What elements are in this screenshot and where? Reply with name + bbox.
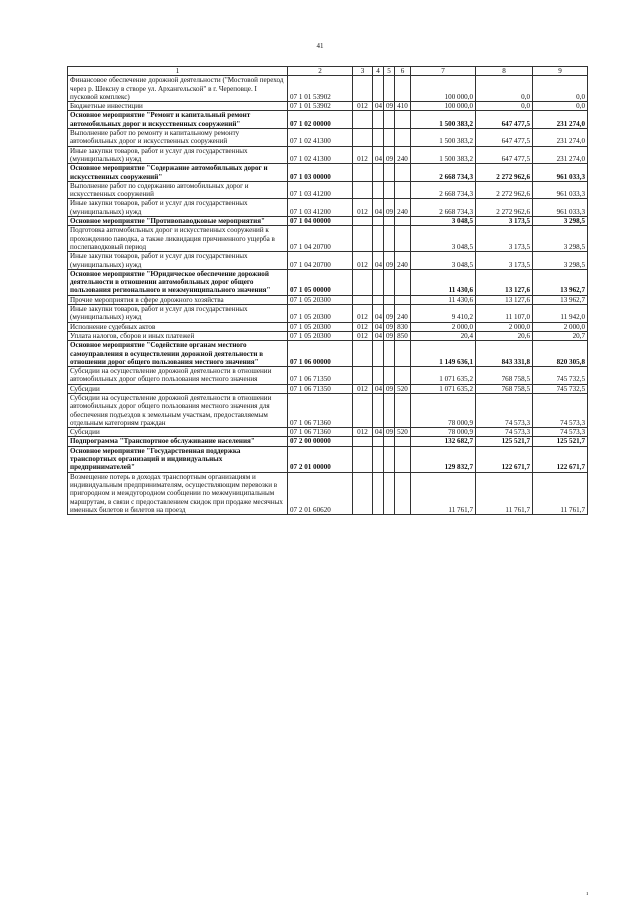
row-code: 07 1 04 20700: [288, 252, 353, 270]
row-value-year3: 122 671,7: [533, 446, 588, 472]
row-subsection: [384, 393, 395, 427]
row-subsection: [384, 446, 395, 472]
row-subsection: 09: [384, 146, 395, 164]
row-value-year1: 11 430,6: [411, 269, 476, 295]
row-code: 07 1 03 00000: [288, 164, 353, 182]
row-value-year2: 11 761,7: [476, 472, 533, 514]
row-subsection: [384, 129, 395, 147]
row-name: Основное мероприятие "Содержание автомобильных дорог и искусственных сооружений": [68, 164, 288, 182]
row-code: 07 1 02 00000: [288, 111, 353, 129]
row-section: [373, 295, 384, 304]
table-row: [68, 331, 588, 340]
row-code: 07 1 05 20300: [288, 322, 353, 331]
row-grbs: 012: [353, 199, 373, 217]
table-row: [68, 367, 588, 385]
row-value-year3: 231 274,0: [533, 111, 588, 129]
row-grbs: [353, 129, 373, 147]
row-expense-type: 520: [395, 428, 411, 437]
row-grbs: 012: [353, 305, 373, 323]
row-section: 04: [373, 102, 384, 111]
row-subsection: [384, 472, 395, 514]
row-value-year3: 745 732,5: [533, 367, 588, 385]
row-value-year1: 2 668 734,3: [411, 181, 476, 199]
column-header: 1: [68, 67, 288, 76]
row-section: [373, 76, 384, 102]
row-subsection: 09: [384, 102, 395, 111]
row-name: Прочие мероприятия в сфере дорожного хозяйства: [68, 295, 288, 304]
row-name: Основное мероприятие "Ремонт и капитальный ремонт автомобильных дорог и искусственных сооружений": [68, 111, 288, 129]
row-expense-type: 240: [395, 146, 411, 164]
row-code: 07 1 01 53902: [288, 76, 353, 102]
row-expense-type: 410: [395, 102, 411, 111]
row-value-year2: 647 477,5: [476, 129, 533, 147]
row-value-year3: 745 732,5: [533, 384, 588, 393]
row-grbs: [353, 269, 373, 295]
row-value-year2: 11 107,0: [476, 305, 533, 323]
header-row: [68, 67, 588, 76]
table-row: [68, 437, 588, 446]
column-header: 9: [533, 67, 588, 76]
row-expense-type: [395, 76, 411, 102]
row-section: [373, 269, 384, 295]
row-value-year2: 768 758,5: [476, 367, 533, 385]
row-name: Исполнение судебных актов: [68, 322, 288, 331]
row-subsection: 09: [384, 305, 395, 323]
table-row: [68, 252, 588, 270]
row-grbs: [353, 393, 373, 427]
page-number: 41: [316, 42, 324, 50]
row-expense-type: [395, 181, 411, 199]
row-subsection: 09: [384, 252, 395, 270]
row-value-year3: 3 298,5: [533, 252, 588, 270]
row-code: 07 1 06 71350: [288, 384, 353, 393]
row-name: Финансовое обеспечение дорожной деятельности ("Мостовой переход через р. Шексну в створе ул. Архангельской" в г. Череповце. I пусковой комплекс): [68, 76, 288, 102]
row-value-year2: 122 671,7: [476, 446, 533, 472]
row-section: [373, 111, 384, 129]
row-grbs: [353, 472, 373, 514]
row-section: 04: [373, 322, 384, 331]
row-value-year3: 20,7: [533, 331, 588, 340]
row-grbs: [353, 111, 373, 129]
row-section: [373, 446, 384, 472]
row-value-year1: 2 668 734,3: [411, 199, 476, 217]
row-value-year2: 3 173,5: [476, 226, 533, 252]
row-name: Возмещение потерь в доходах транспортным организациям и индивидуальным предпринимателям, осуществляющим перевозки в пригородном и междугородном сообщении по межмуниципальным маршрутам, в связи с предоставлением скидок при продаже месячных именных билетов и билетов на проезд: [68, 472, 288, 514]
row-subsection: [384, 226, 395, 252]
row-value-year3: 74 573,3: [533, 393, 588, 427]
table-row: [68, 146, 588, 164]
row-value-year3: 3 298,5: [533, 226, 588, 252]
row-section: [373, 181, 384, 199]
row-value-year2: 843 331,8: [476, 341, 533, 367]
row-value-year2: 647 477,5: [476, 111, 533, 129]
row-grbs: [353, 217, 373, 226]
table-row: [68, 428, 588, 437]
row-subsection: [384, 295, 395, 304]
row-expense-type: [395, 217, 411, 226]
row-name: Субсидии на осуществление дорожной деятельности в отношении автомобильных дорог общего пользования местного значения: [68, 367, 288, 385]
row-section: 04: [373, 428, 384, 437]
row-section: [373, 341, 384, 367]
table-row: [68, 217, 588, 226]
row-code: 07 1 06 71360: [288, 393, 353, 427]
row-value-year3: 125 521,7: [533, 437, 588, 446]
row-name: Подготовка автомобильных дорог и искусственных сооружений к прохождению паводка, а также ликвидация причиненного ущерба в послепаводковый период: [68, 226, 288, 252]
row-section: [373, 164, 384, 182]
row-expense-type: 240: [395, 252, 411, 270]
row-name: Подпрограмма "Транспортное обслуживание населения": [68, 437, 288, 446]
row-subsection: [384, 437, 395, 446]
row-grbs: [353, 181, 373, 199]
column-header: 4: [373, 67, 384, 76]
table-row: [68, 446, 588, 472]
row-section: 04: [373, 252, 384, 270]
row-name: Основное мероприятие "Противопаводковые мероприятия": [68, 217, 288, 226]
row-value-year1: 1 071 635,2: [411, 384, 476, 393]
row-expense-type: 850: [395, 331, 411, 340]
row-code: 07 1 02 41300: [288, 146, 353, 164]
row-value-year1: 1 500 383,2: [411, 111, 476, 129]
row-value-year3: 961 033,3: [533, 164, 588, 182]
row-grbs: [353, 164, 373, 182]
row-expense-type: [395, 472, 411, 514]
row-name: Иные закупки товаров, работ и услуг для государственных (муниципальных) нужд: [68, 199, 288, 217]
row-section: [373, 437, 384, 446]
row-value-year1: 129 832,7: [411, 446, 476, 472]
row-expense-type: [395, 367, 411, 385]
column-header: 8: [476, 67, 533, 76]
row-value-year2: 0,0: [476, 76, 533, 102]
row-grbs: [353, 437, 373, 446]
row-subsection: [384, 217, 395, 226]
row-subsection: 09: [384, 384, 395, 393]
row-code: 07 1 02 41300: [288, 129, 353, 147]
row-value-year1: 3 048,5: [411, 226, 476, 252]
row-value-year3: 0,0: [533, 102, 588, 111]
table-row: [68, 393, 588, 427]
row-name: Субсидии: [68, 428, 288, 437]
table-row: [68, 111, 588, 129]
row-value-year3: 74 573,3: [533, 428, 588, 437]
row-code: 07 1 06 00000: [288, 341, 353, 367]
row-code: 07 1 05 00000: [288, 269, 353, 295]
row-expense-type: [395, 446, 411, 472]
row-code: 07 1 04 20700: [288, 226, 353, 252]
row-code: 07 2 01 00000: [288, 446, 353, 472]
row-value-year2: 13 127,6: [476, 269, 533, 295]
row-subsection: [384, 341, 395, 367]
column-header: 5: [384, 67, 395, 76]
row-value-year3: 13 962,7: [533, 295, 588, 304]
row-grbs: 012: [353, 331, 373, 340]
row-value-year3: 11 942,0: [533, 305, 588, 323]
row-value-year2: 20,6: [476, 331, 533, 340]
row-grbs: 012: [353, 252, 373, 270]
row-code: 07 1 04 00000: [288, 217, 353, 226]
row-code: 07 1 05 20300: [288, 305, 353, 323]
row-code: 07 1 03 41200: [288, 181, 353, 199]
row-value-year1: 78 000,9: [411, 393, 476, 427]
row-subsection: 09: [384, 199, 395, 217]
row-expense-type: [395, 295, 411, 304]
budget-table: [67, 66, 588, 515]
row-value-year1: 132 682,7: [411, 437, 476, 446]
row-grbs: 012: [353, 102, 373, 111]
row-subsection: [384, 111, 395, 129]
row-expense-type: [395, 129, 411, 147]
row-name: Иные закупки товаров, работ и услуг для государственных (муниципальных) нужд: [68, 305, 288, 323]
row-value-year2: 2 272 962,6: [476, 181, 533, 199]
row-value-year3: 961 033,3: [533, 181, 588, 199]
row-section: 04: [373, 384, 384, 393]
row-code: 07 2 01 60620: [288, 472, 353, 514]
table-row: [68, 472, 588, 514]
row-section: [373, 226, 384, 252]
row-section: [373, 472, 384, 514]
row-subsection: [384, 76, 395, 102]
row-value-year3: 231 274,0: [533, 129, 588, 147]
row-subsection: 09: [384, 428, 395, 437]
row-value-year3: 231 274,0: [533, 146, 588, 164]
row-name: Основное мероприятие "Государственная поддержка транспортных организаций и индивидуальных предпринимателей": [68, 446, 288, 472]
row-subsection: 09: [384, 331, 395, 340]
row-value-year2: 74 573,3: [476, 393, 533, 427]
table-row: [68, 305, 588, 323]
row-section: [373, 393, 384, 427]
row-code: 07 1 01 53902: [288, 102, 353, 111]
row-value-year1: 3 048,5: [411, 252, 476, 270]
column-header: 2: [288, 67, 353, 76]
table-row: [68, 322, 588, 331]
row-value-year1: 3 048,5: [411, 217, 476, 226]
row-value-year3: 961 033,3: [533, 199, 588, 217]
row-name: Выполнение работ по содержанию автомобильных дорог и искусственных сооружений: [68, 181, 288, 199]
row-section: 04: [373, 305, 384, 323]
row-subsection: [384, 367, 395, 385]
row-code: 07 2 00 00000: [288, 437, 353, 446]
row-expense-type: 240: [395, 199, 411, 217]
row-value-year2: 2 272 962,6: [476, 199, 533, 217]
row-subsection: [384, 269, 395, 295]
row-value-year2: 3 173,5: [476, 217, 533, 226]
row-expense-type: [395, 437, 411, 446]
row-grbs: [353, 367, 373, 385]
row-expense-type: [395, 226, 411, 252]
row-section: 04: [373, 146, 384, 164]
row-section: 04: [373, 199, 384, 217]
row-code: 07 1 06 71360: [288, 428, 353, 437]
row-value-year1: 1 500 383,2: [411, 146, 476, 164]
row-expense-type: 240: [395, 305, 411, 323]
row-code: 07 1 03 41200: [288, 199, 353, 217]
row-expense-type: [395, 393, 411, 427]
row-grbs: 012: [353, 322, 373, 331]
row-expense-type: [395, 111, 411, 129]
row-value-year3: 0,0: [533, 76, 588, 102]
row-section: 04: [373, 331, 384, 340]
row-expense-type: [395, 164, 411, 182]
table-row: [68, 129, 588, 147]
row-value-year3: 820 305,8: [533, 341, 588, 367]
row-subsection: [384, 181, 395, 199]
row-value-year2: 0,0: [476, 102, 533, 111]
row-name: Субсидии: [68, 384, 288, 393]
table-row: [68, 295, 588, 304]
row-grbs: 012: [353, 146, 373, 164]
row-grbs: [353, 341, 373, 367]
row-name: Основное мероприятие "Содействие органам местного самоуправления в осуществлении дорожной деятельности в отношении дорог общего пользования местного значения": [68, 341, 288, 367]
table-row: [68, 269, 588, 295]
row-subsection: [384, 164, 395, 182]
row-value-year1: 100 000,0: [411, 76, 476, 102]
row-value-year2: 2 000,0: [476, 322, 533, 331]
row-subsection: 09: [384, 322, 395, 331]
row-value-year1: 2 000,0: [411, 322, 476, 331]
table-row: [68, 102, 588, 111]
row-name: Уплата налогов, сборов и иных платежей: [68, 331, 288, 340]
row-expense-type: 520: [395, 384, 411, 393]
table-row: [68, 341, 588, 367]
row-value-year2: 647 477,5: [476, 146, 533, 164]
row-code: 07 1 05 20300: [288, 331, 353, 340]
row-grbs: [353, 226, 373, 252]
row-value-year2: 2 272 962,6: [476, 164, 533, 182]
row-code: 07 1 05 20300: [288, 295, 353, 304]
row-section: [373, 217, 384, 226]
row-grbs: [353, 295, 373, 304]
row-grbs: 012: [353, 384, 373, 393]
row-name: Иные закупки товаров, работ и услуг для государственных (муниципальных) нужд: [68, 146, 288, 164]
row-name: Иные закупки товаров, работ и услуг для государственных (муниципальных) нужд: [68, 252, 288, 270]
row-value-year1: 11 761,7: [411, 472, 476, 514]
row-expense-type: [395, 341, 411, 367]
column-header: 7: [411, 67, 476, 76]
row-value-year3: 3 298,5: [533, 217, 588, 226]
row-expense-type: [395, 269, 411, 295]
table-row: [68, 199, 588, 217]
row-section: [373, 367, 384, 385]
row-value-year2: 768 758,5: [476, 384, 533, 393]
row-grbs: [353, 446, 373, 472]
row-grbs: 012: [353, 428, 373, 437]
row-name: Бюджетные инвестиции: [68, 102, 288, 111]
column-header: 3: [353, 67, 373, 76]
row-value-year1: 78 000,9: [411, 428, 476, 437]
column-header: 6: [395, 67, 411, 76]
table-row: [68, 164, 588, 182]
row-expense-type: 830: [395, 322, 411, 331]
row-value-year1: 1 071 635,2: [411, 367, 476, 385]
table-row: [68, 226, 588, 252]
row-value-year1: 2 668 734,3: [411, 164, 476, 182]
row-value-year3: 13 962,7: [533, 269, 588, 295]
row-value-year1: 1 500 383,2: [411, 129, 476, 147]
row-code: 07 1 06 71350: [288, 367, 353, 385]
row-value-year1: 9 410,2: [411, 305, 476, 323]
row-value-year1: 100 000,0: [411, 102, 476, 111]
row-value-year2: 13 127,6: [476, 295, 533, 304]
row-grbs: [353, 76, 373, 102]
row-name: Основное мероприятие "Юридическое обеспечение дорожной деятельности в отношении автомобильных дорог общего пользования регионального и межмуниципального значения": [68, 269, 288, 295]
row-value-year3: 2 000,0: [533, 322, 588, 331]
row-value-year2: 74 573,3: [476, 428, 533, 437]
row-value-year3: 11 761,7: [533, 472, 588, 514]
row-value-year1: 11 430,6: [411, 295, 476, 304]
table-row: [68, 76, 588, 102]
row-value-year1: 20,4: [411, 331, 476, 340]
table-row: [68, 181, 588, 199]
row-value-year2: 125 521,7: [476, 437, 533, 446]
table-row: [68, 384, 588, 393]
row-name: Субсидии на осуществление дорожной деятельности в отношении автомобильных дорог общего пользования местного значения для обеспечения подъездов к земельным участкам, предоставляемым отдельным категориям граждан: [68, 393, 288, 427]
row-value-year2: 3 173,5: [476, 252, 533, 270]
corner-mark: ı: [586, 891, 588, 897]
row-name: Выполнение работ по ремонту и капитальному ремонту автомобильных дорог и искусственных сооружений: [68, 129, 288, 147]
row-value-year1: 1 149 636,1: [411, 341, 476, 367]
row-section: [373, 129, 384, 147]
